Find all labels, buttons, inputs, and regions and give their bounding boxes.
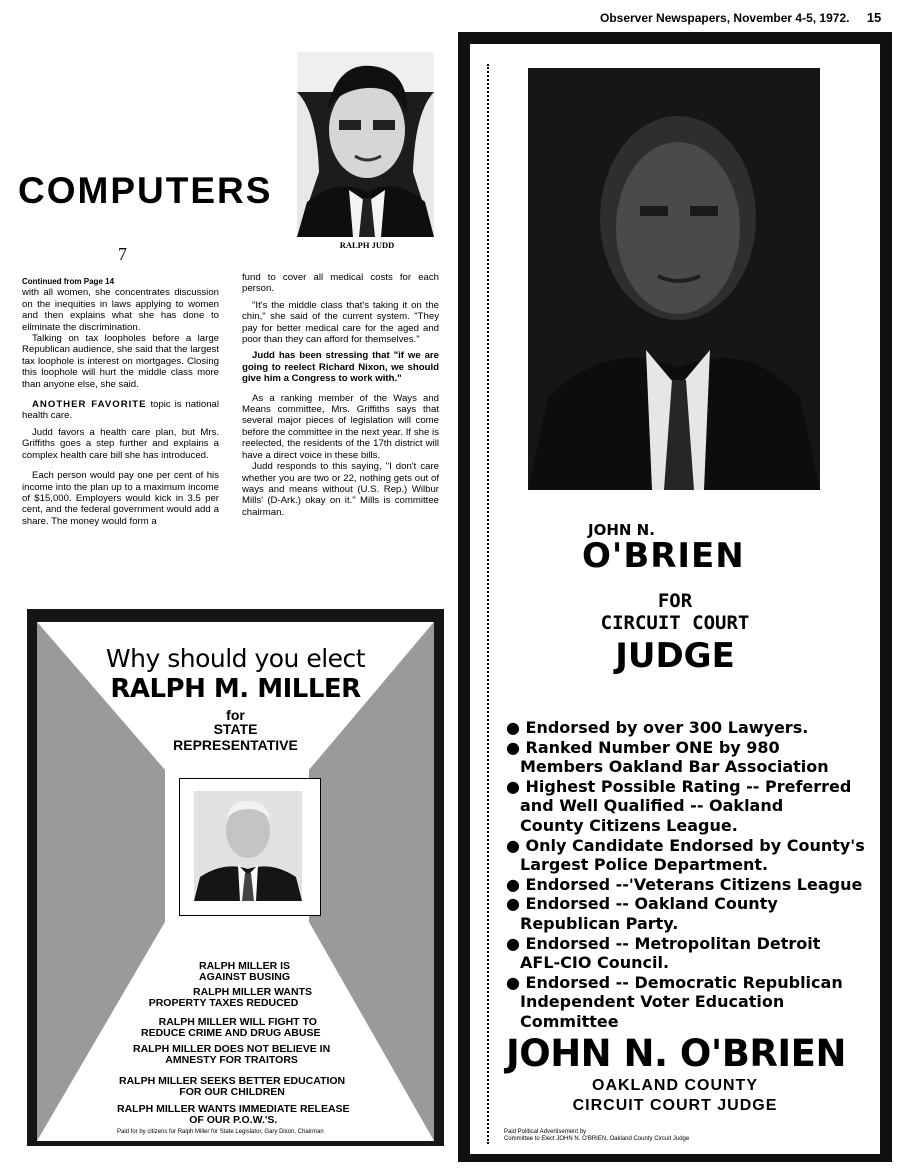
paragraph: fund to cover all medical costs for each person. bbox=[242, 272, 439, 295]
miller-statement: RALPH MILLER DOES NOT BELIEVE IN AMNESTY FOR TRAITORS bbox=[133, 1043, 331, 1066]
handwritten-mark: 7 bbox=[118, 244, 127, 264]
miller-office-1: STATE bbox=[213, 721, 258, 737]
paragraph: As a ranking member of the Ways and Means committee, Mrs. Griffiths says that several major pieces of legislation will come before the committee in the next year. If she is reelected, the residents of the 17th district will have a direct voice in these bills. bbox=[242, 392, 439, 461]
article-column-1 bbox=[22, 276, 219, 527]
paragraph: "It's the middle class that's taking it on the chin," she said of the current system. "They pay for better medical care for the aged and poor than they can afford for themselves." bbox=[242, 299, 439, 346]
miller-for: for bbox=[226, 707, 245, 723]
miller-statement: RALPH MILLER SEEKS BETTER EDUCATION FOR OUR CHILDREN bbox=[119, 1075, 346, 1098]
miller-statement: RALPH MILLER WANTS PROPERTY TAXES REDUCED bbox=[148, 986, 312, 1009]
obrien-judge: JUDGE bbox=[615, 636, 735, 676]
miller-statement: RALPH MILLER IS AGAINST BUSING bbox=[199, 960, 291, 983]
endorsement-item: ● Endorsed -- Metropolitan Detroit bbox=[506, 933, 821, 953]
endorsement-item: ● Endorsed -- Democratic Republican bbox=[506, 972, 843, 992]
subhead: ANOTHER FAVORITE bbox=[32, 399, 147, 411]
endorsement-item: ● Only Candidate Endorsed by County's bbox=[506, 835, 865, 855]
paragraph: Each person would pay one per cent of his income into the plan up to a maximum income of $15,000. Employers would kick in 3.5 per cent, and the federal government would add a share. The money would form a bbox=[22, 470, 219, 527]
page-number: 15 bbox=[866, 10, 882, 25]
john-obrien-photo bbox=[528, 68, 820, 490]
article-column-2 bbox=[242, 272, 439, 518]
miller-office-2: REPRESENTATIVE bbox=[173, 737, 298, 753]
miller-photo-frame bbox=[179, 778, 321, 916]
endorsement-item: ● Endorsed --'Veterans Citizens League bbox=[506, 874, 863, 894]
endorsement-item: ● Endorsed by over 300 Lawyers. bbox=[506, 718, 809, 737]
header-publication: Observer Newspapers, November 4-5, 1972. bbox=[600, 11, 850, 25]
obrien-for: FOR bbox=[657, 590, 693, 612]
miller-question: Why should you elect bbox=[105, 644, 366, 673]
miller-paid-notice: Paid for by citizens for Ralph Miller for State Legislator, Gary Dixon, Chairman bbox=[117, 1129, 324, 1135]
paragraph: with all women, she concentrates discussion on the inequities in laws applying to women and then explains what she has done to eliminate the discrimination. bbox=[22, 287, 219, 333]
paragraph: ANOTHER FAVORITE topic is national health care. bbox=[22, 399, 219, 422]
miller-statement: RALPH MILLER WILL FIGHT TO REDUCE CRIME AND DRUG ABUSE bbox=[141, 1016, 321, 1039]
miller-ad-panel bbox=[37, 622, 434, 1141]
article-headline: COMPUTERS bbox=[18, 170, 273, 211]
endorsement-item: ● Highest Possible Rating -- Preferred bbox=[506, 776, 852, 796]
ralph-miller-photo bbox=[194, 791, 302, 901]
paragraph: Judd responds to this saying, "I don't care whether you are two or 22, nothing gets out of ways and means without (U.S. Rep.) Wilbur Mills' (D-Ark.) okay on it." Mills is committee chairman. bbox=[242, 461, 439, 518]
endorsement-list: ● Endorsed by over 300 Lawyers. ● Ranked Number ONE by 980 Members Oakland Bar Association ● Highest Possible Rating -- Preferred and Well Qualified -- Oakland County Citizens League. ● Only Candidate Endorsed by County's Largest Police Department. ● Endorsed --'Veterans Citizens League ● Endorsed -- Oakland County Republican Party. ● Endorsed -- Metropolitan Detroit AFL-CIO Council. ● Endorsed -- Democratic Republican Independent Voter Education Committee bbox=[506, 718, 865, 1031]
endorsement-item: ● Endorsed -- Oakland County bbox=[506, 894, 778, 914]
paragraph: Judd has been stressing that "if we are going to reelect Richard Nixon, we should give him a Congress to work with." bbox=[242, 350, 439, 385]
endorsement-item: ● Ranked Number ONE by 980 bbox=[506, 737, 780, 757]
paragraph: Judd favors a health care plan, but Mrs. Griffiths goes a step further and explains a complex health care bill she has introduced. bbox=[22, 426, 219, 461]
continued-line: Continued from Page 14 bbox=[22, 277, 115, 286]
obrien-campaign-ad bbox=[458, 32, 892, 1162]
obrien-office: CIRCUIT COURT bbox=[600, 612, 750, 634]
obrien-paid-notice: Paid Political Advertisement by Committee to Elect JOHN N. O'BRIEN, Oakland County Circuit Judge bbox=[504, 1129, 690, 1142]
miller-name: RALPH M. MILLER bbox=[110, 674, 361, 704]
miller-statement: RALPH MILLER WANTS IMMEDIATE RELEASE OF OUR P.O.W.'S. bbox=[117, 1103, 350, 1126]
paragraph: Talking on tax loopholes before a large Republican audience, she said that the largest tax loophole is interest on mortgages. Closing this loophole will hurt the middle class more than anyone else, she said. bbox=[22, 333, 219, 390]
obrien-last-name: O'BRIEN bbox=[582, 536, 745, 576]
obrien-ad-panel bbox=[470, 44, 880, 1154]
obrien-footer-name: JOHN N. O'BRIEN bbox=[506, 1032, 846, 1075]
obrien-footer-office: CIRCUIT COURT JUDGE bbox=[572, 1097, 778, 1114]
photo-caption: RALPH JUDD bbox=[339, 240, 395, 250]
miller-campaign-ad bbox=[27, 609, 444, 1146]
page-header bbox=[600, 10, 881, 25]
obrien-footer-county: OAKLAND COUNTY bbox=[592, 1077, 758, 1094]
obrien-first-name: JOHN N. bbox=[588, 521, 655, 539]
ralph-judd-photo bbox=[297, 52, 434, 237]
